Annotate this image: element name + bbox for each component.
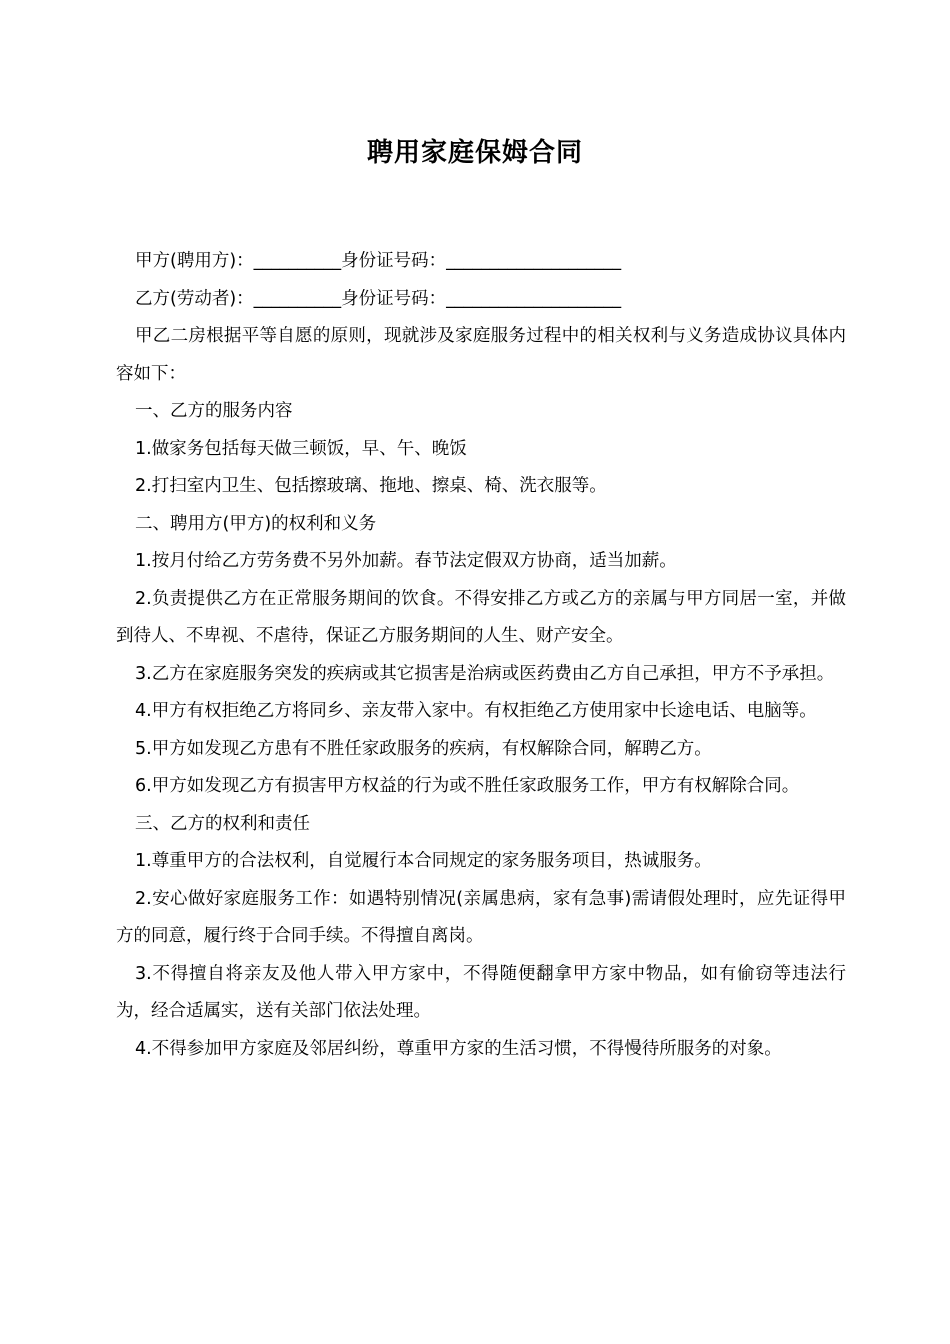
party-b-line: 乙方(劳动者)：__________身份证号码：____________________ bbox=[135, 288, 622, 309]
section-heading-3: 三、乙方的权利和责任 bbox=[135, 813, 310, 834]
clause-3-1: 1.尊重甲方的合法权利，自觉履行本合同规定的家务服务项目，热诚服务。 bbox=[135, 851, 712, 871]
clause-2-3: 3.乙方在家庭服务突发的疾病或其它损害是治病或医药费由乙方自己承担，甲方不予承担。 bbox=[135, 663, 835, 684]
party-a-line: 甲方(聘用方)：__________身份证号码：____________________ bbox=[135, 251, 622, 271]
clause-2-5: 5.甲方如发现乙方患有不胜任家政服务的疾病，有权解除合同，解聘乙方。 bbox=[135, 738, 712, 759]
clause-3-4: 4.不得参加甲方家庭及邻居纠纷，尊重甲方家的生活习惯，不得慢待所服务的对象。 bbox=[135, 1038, 782, 1059]
clause-2-4: 4.甲方有权拒绝乙方将同乡、亲友带入家中。有权拒绝乙方使用家中长途电话、电脑等。 bbox=[135, 701, 817, 721]
clause-3-3: 3.不得擅自将亲友及他人带入甲方家中，不得随便翻拿甲方家中物品，如有偷窃等违法行为，经合适属实，送有关部门依法处理。 bbox=[116, 963, 846, 1021]
clause-3-2: 2.安心做好家庭服务工作：如遇特别情况(亲属患病，家有急事)需请假处理时，应先证得甲方的同意，履行终于合同手续。不得擅自离岗。 bbox=[116, 888, 846, 946]
section-heading-2: 二、聘用方(甲方)的权利和义务 bbox=[135, 513, 377, 534]
clause-2-1: 1.按月付给乙方劳务费不另外加薪。春节法定假双方协商，适当加薪。 bbox=[135, 551, 677, 571]
preamble-paragraph: 甲乙二房根据平等自愿的原则，现就涉及家庭服务过程中的相关权利与义务造成协议具体内容如下： bbox=[116, 326, 846, 384]
clause-2-6: 6.甲方如发现乙方有损害甲方权益的行为或不胜任家政服务工作，甲方有权解除合同。 bbox=[135, 776, 800, 796]
clause-1-1: 1.做家务包括每天做三顿饭，早、午、晚饭 bbox=[135, 438, 467, 459]
document-title: 聘用家庭保姆合同 bbox=[366, 138, 583, 168]
clause-2-2: 2.负责提供乙方在正常服务期间的饮食。不得安排乙方或乙方的亲属与甲方同居一室，并做到待人、不卑视、不虐待，保证乙方服务期间的人生、财产安全。 bbox=[116, 588, 846, 646]
section-heading-1: 一、乙方的服务内容 bbox=[135, 401, 293, 421]
document-body bbox=[116, 243, 846, 1068]
clause-1-2: 2.打扫室内卫生、包括擦玻璃、拖地、擦桌、椅、洗衣服等。 bbox=[135, 476, 607, 496]
